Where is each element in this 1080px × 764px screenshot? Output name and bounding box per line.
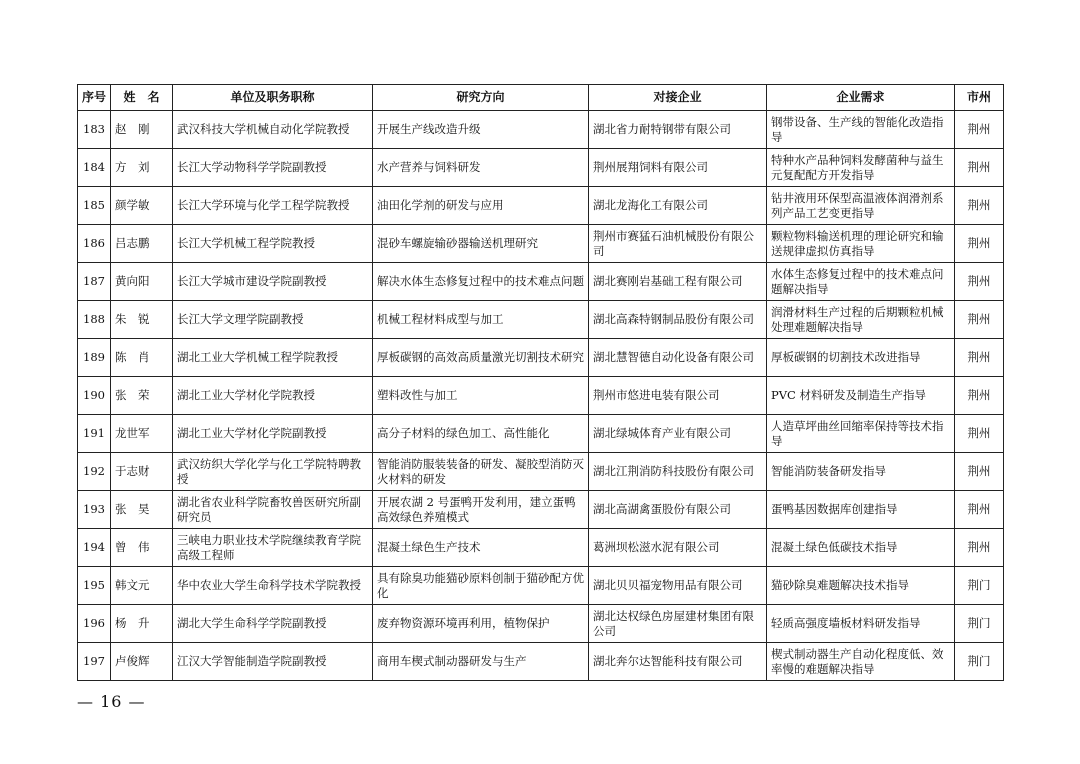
cell-demand: 特种水产品种饲料发酵菌种与益生元复配配方开发指导 [767,149,955,187]
cell-demand: 智能消防装备研发指导 [767,453,955,491]
cell-unit: 长江大学文理学院副教授 [173,301,373,339]
cell-index: 189 [78,339,111,377]
cell-unit: 华中农业大学生命科学技术学院教授 [173,567,373,605]
cell-name: 卢俊辉 [111,643,173,681]
cell-demand: 钻井液用环保型高温液体润滑剂系列产品工艺变更指导 [767,187,955,225]
table-header-row [78,85,1004,111]
cell-name: 张 昊 [111,491,173,529]
cell-research: 解决水体生态修复过程中的技术难点问题 [373,263,589,301]
cell-company: 湖北高湖禽蛋股份有限公司 [589,491,767,529]
cell-company: 湖北省力耐特钢带有限公司 [589,111,767,149]
cell-index: 192 [78,453,111,491]
cell-index: 186 [78,225,111,263]
cell-city: 荆州 [955,149,1004,187]
cell-demand: 轻质高强度墙板材料研发指导 [767,605,955,643]
header-name: 姓 名 [111,85,173,111]
cell-index: 185 [78,187,111,225]
cell-research: 机械工程材料成型与加工 [373,301,589,339]
cell-index: 188 [78,301,111,339]
cell-research: 水产营养与饲料研发 [373,149,589,187]
cell-unit: 江汉大学智能制造学院副教授 [173,643,373,681]
table-row [78,605,1004,643]
cell-demand: 蛋鸭基因数据库创建指导 [767,491,955,529]
cell-index: 190 [78,377,111,415]
cell-company: 湖北龙海化工有限公司 [589,187,767,225]
cell-index: 196 [78,605,111,643]
cell-company: 荆州展翔饲料有限公司 [589,149,767,187]
cell-city: 荆门 [955,605,1004,643]
table-row [78,149,1004,187]
cell-city: 荆门 [955,567,1004,605]
cell-company: 湖北赛刚岩基础工程有限公司 [589,263,767,301]
cell-research: 油田化学剂的研发与应用 [373,187,589,225]
table-row [78,225,1004,263]
cell-demand: 颗粒物料输送机理的理论研究和输送规律虚拟仿真指导 [767,225,955,263]
cell-company: 湖北达权绿色房屋建材集团有限公司 [589,605,767,643]
cell-name: 于志财 [111,453,173,491]
cell-company: 湖北高森特钢制品股份有限公司 [589,301,767,339]
table-row [78,111,1004,149]
cell-index: 184 [78,149,111,187]
cell-research: 厚板碳钢的高效高质量激光切割技术研究 [373,339,589,377]
table-row [78,529,1004,567]
cell-unit: 长江大学环境与化学工程学院教授 [173,187,373,225]
cell-research: 智能消防服装装备的研发、凝胶型消防灭火材料的研发 [373,453,589,491]
cell-name: 朱 锐 [111,301,173,339]
header-unit: 单位及职务职称 [173,85,373,111]
cell-unit: 湖北省农业科学院畜牧兽医研究所副研究员 [173,491,373,529]
cell-research: 塑料改性与加工 [373,377,589,415]
header-demand: 企业需求 [767,85,955,111]
table-row [78,301,1004,339]
cell-research: 具有除臭功能猫砂原料创制于猫砂配方优化 [373,567,589,605]
cell-name: 黄向阳 [111,263,173,301]
cell-name: 颜学敏 [111,187,173,225]
cell-name: 陈 肖 [111,339,173,377]
cell-index: 194 [78,529,111,567]
cell-city: 荆门 [955,643,1004,681]
table-row [78,187,1004,225]
cell-company: 湖北绿城体育产业有限公司 [589,415,767,453]
cell-demand: 楔式制动器生产自动化程度低、效率慢的难题解决指导 [767,643,955,681]
cell-company: 荆州市赛猛石油机械股份有限公司 [589,225,767,263]
cell-research: 商用车楔式制动器研发与生产 [373,643,589,681]
cell-city: 荆州 [955,187,1004,225]
header-city: 市州 [955,85,1004,111]
cell-index: 195 [78,567,111,605]
cell-demand: 润滑材料生产过程的后期颗粒机械处理难题解决指导 [767,301,955,339]
cell-unit: 武汉纺织大学化学与化工学院特聘教授 [173,453,373,491]
header-research: 研究方向 [373,85,589,111]
table-row [78,491,1004,529]
cell-name: 张 荣 [111,377,173,415]
cell-unit: 三峡电力职业技术学院继续教育学院高级工程师 [173,529,373,567]
cell-city: 荆州 [955,491,1004,529]
cell-demand: 混凝土绿色低碳技术指导 [767,529,955,567]
cell-unit: 长江大学机械工程学院教授 [173,225,373,263]
cell-city: 荆州 [955,453,1004,491]
cell-unit: 长江大学动物科学学院副教授 [173,149,373,187]
cell-index: 197 [78,643,111,681]
cell-demand: 钢带设备、生产线的智能化改造指导 [767,111,955,149]
cell-company: 湖北慧智德自动化设备有限公司 [589,339,767,377]
cell-index: 193 [78,491,111,529]
cell-name: 龙世军 [111,415,173,453]
cell-name: 方 刘 [111,149,173,187]
cell-company: 湖北贝贝福宠物用品有限公司 [589,567,767,605]
table-row [78,415,1004,453]
cell-demand: 厚板碳钢的切割技术改进指导 [767,339,955,377]
cell-company: 葛洲坝松滋水泥有限公司 [589,529,767,567]
table-row [78,643,1004,681]
cell-company: 湖北江荆消防科技股份有限公司 [589,453,767,491]
page-number: — 16 — [77,692,146,711]
cell-research: 高分子材料的绿色加工、高性能化 [373,415,589,453]
table-row [78,377,1004,415]
cell-city: 荆州 [955,339,1004,377]
table-row [78,339,1004,377]
cell-unit: 湖北大学生命科学学院副教授 [173,605,373,643]
cell-city: 荆州 [955,225,1004,263]
cell-unit: 武汉科技大学机械自动化学院教授 [173,111,373,149]
cell-city: 荆州 [955,301,1004,339]
table-row [78,263,1004,301]
cell-unit: 湖北工业大学材化学院副教授 [173,415,373,453]
cell-unit: 湖北工业大学机械工程学院教授 [173,339,373,377]
cell-company: 湖北奔尔达智能科技有限公司 [589,643,767,681]
cell-index: 187 [78,263,111,301]
cell-research: 开展农湖 2 号蛋鸭开发利用，建立蛋鸭高效绿色养殖模式 [373,491,589,529]
cell-demand: 人造草坪曲丝回缩率保持等技术指导 [767,415,955,453]
cell-name: 杨 升 [111,605,173,643]
expert-table [77,84,1004,681]
cell-unit: 湖北工业大学材化学院教授 [173,377,373,415]
cell-demand: PVC 材料研发及制造生产指导 [767,377,955,415]
cell-demand: 水体生态修复过程中的技术难点问题解决指导 [767,263,955,301]
cell-company: 荆州市悠进电装有限公司 [589,377,767,415]
cell-unit: 长江大学城市建设学院副教授 [173,263,373,301]
cell-research: 混凝土绿色生产技术 [373,529,589,567]
cell-demand: 猫砂除臭难题解决技术指导 [767,567,955,605]
cell-city: 荆州 [955,529,1004,567]
cell-name: 韩文元 [111,567,173,605]
header-company: 对接企业 [589,85,767,111]
cell-city: 荆州 [955,415,1004,453]
cell-city: 荆州 [955,377,1004,415]
cell-name: 赵 刚 [111,111,173,149]
table-row [78,453,1004,491]
cell-research: 混砂车螺旋输砂器输送机理研究 [373,225,589,263]
cell-city: 荆州 [955,111,1004,149]
cell-index: 183 [78,111,111,149]
cell-research: 废弃物资源环境再利用，植物保护 [373,605,589,643]
cell-index: 191 [78,415,111,453]
cell-name: 曾 伟 [111,529,173,567]
header-index: 序号 [78,85,111,111]
cell-research: 开展生产线改造升级 [373,111,589,149]
cell-city: 荆州 [955,263,1004,301]
table-row [78,567,1004,605]
cell-name: 吕志鹏 [111,225,173,263]
